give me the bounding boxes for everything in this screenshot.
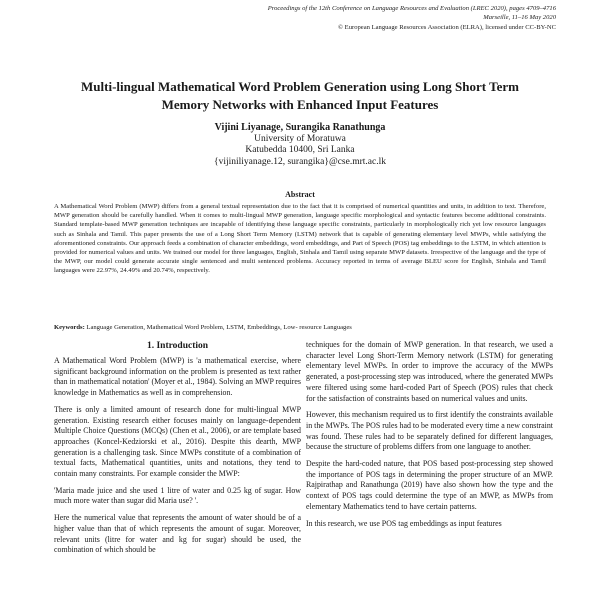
author-block xyxy=(40,122,560,168)
keywords-label: Keywords: xyxy=(54,324,85,331)
right-column xyxy=(306,340,553,535)
author-names: Vijini Liyanage, Surangika Ranathunga xyxy=(214,122,386,133)
email: {vijiniliyanage.12, surangika}@cse.mrt.ac.lk xyxy=(214,156,386,167)
paragraph: A Mathematical Word Problem (MWP) is 'a mathematical exercise, where significant background information on the problem is presented as text rather than in mathematical notation' (Moyer et al., 1984). Solving an MWP requires knowledge in Mathematics as well as in comprehension. xyxy=(54,356,301,398)
paragraph: Here the numerical value that represents the amount of water should be of a higher value than that of which represents the amount of sugar. Moreover, relevant units (litre for water and kg for sugar) should be used, the combination of which should be xyxy=(54,513,301,555)
title-line-2: Memory Networks with Enhanced Input Features xyxy=(161,97,439,112)
paragraph: However, this mechanism required us to first identify the constraints available in the MWPs. The POS rules had to be moderated every time a new constraint was found. These rules had to be separately defined for different languages, because the structure of problems differs from one language to another. xyxy=(306,410,553,452)
keywords-text: Language Generation, Mathematical Word Problem, LSTM, Embeddings, Low- resource Languages xyxy=(84,324,352,331)
proceedings-line: Proceedings of the 12th Conference on Language Resources and Evaluation (LREC 2020), pages 4709–4716 xyxy=(267,5,556,12)
abstract-heading: Abstract xyxy=(285,190,315,199)
conference-location-line: Marseille, 11–16 May 2020 xyxy=(483,14,556,22)
proceedings-header xyxy=(226,4,556,32)
affiliation: University of Moratuwa xyxy=(254,133,346,144)
keywords xyxy=(54,323,546,332)
example-problem: 'Maria made juice and she used 1 litre of water and 0.25 kg of sugar. How much more water than sugar did Maria use? '. xyxy=(54,485,301,506)
address: Katubedda 10400, Sri Lanka xyxy=(245,145,355,155)
abstract-text: A Mathematical Word Problem (MWP) differs from a general textual representation due to the fact that it is comprised of numerical quantities and units, in addition to text. Therefore, MWP generation should be carefully handled. When it comes to multi-lingual MWP generation, language specific morphological and syntactic features become additional constraints. Standard template-based MWP generation techniques are incapable of identifying these language specific constraints, particularly in morphologically rich yet low resource languages such as Sinhala and Tamil. This paper presents the use of a Long Short Term Memory (LSTM) network that is capable of generating elementary level MWPs, while satisfying the aforementioned constraints. Our approach feeds a combination of character embeddings, word embeddings, and Part of Speech (POS) tag embeddings to the LSTM, in which attention is provided for numerical values and units. We trained our model for three languages, English, Sinhala and Tamil using separate MWP datasets. Irrespective of the language and the type of the MWP, our model could generate accurate single sentenced and multi sentenced problems. Accuracy reported in terms of average BLEU score for English, Sinhala and Tamil languages were 22.97%, 24.49% and 20.74%, respectively. xyxy=(54,203,546,275)
title-line-1: Multi-lingual Mathematical Word Problem Generation using Long Short Term xyxy=(81,79,519,94)
paragraph: techniques for the domain of MWP generation. In that research, we used a character level Long Short-Term Memory network (LSTM) for generating elementary level MWPs. In order to improve the accuracy of the MWPs generated, a post-processing step was introduced, where the generated MWPs were filtered using some hard-coded Part of Speech (POS) rules that check for the satisfaction of constraints based on numerical values and units. xyxy=(306,340,553,403)
copyright-line: © European Language Resources Association (ELRA), licensed under CC-BY-NC xyxy=(338,23,556,31)
paragraph: Despite the hard-coded nature, that POS based post-processing step showed the importance of POS tags in determining the proper structure of an MWP. Rajpirathap and Ranathunga (2019) have also shown how the type and the context of POS tags could determine the type of an MWP, as MWPs from elementary Mathematics tend to have certain patterns. xyxy=(306,459,553,511)
paper-title xyxy=(40,78,560,114)
left-column xyxy=(54,340,301,562)
paragraph: There is only a limited amount of research done for multi-lingual MWP generation. Existing research either focuses mainly on language-dependent Multiple Choice Questions (MCQs) (Chen et al., 2006), or are template based approaches (Koncel-Kedziorski et al., 2016). Despite this dearth, MWP generation is a challenging task. Since MWPs constitute of a combination of textual facts, Mathematical quantities, units and notations, they tend to contain many constraints. For example consider the MWP: xyxy=(54,404,301,479)
paragraph: In this research, we use POS tag embeddings as input features xyxy=(306,518,502,528)
section-heading-introduction: 1. Introduction xyxy=(146,341,209,351)
